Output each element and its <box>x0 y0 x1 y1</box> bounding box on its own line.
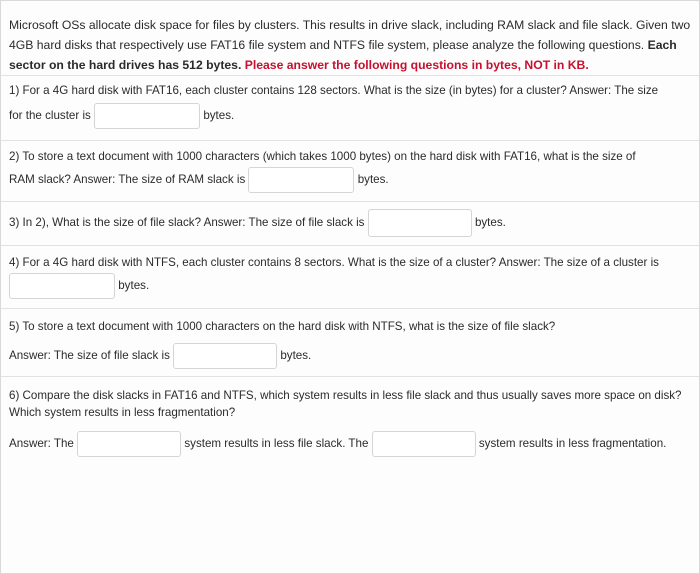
question-6-text-line-2: Which system results in less fragmentation? <box>9 406 236 419</box>
divider <box>1 376 699 377</box>
divider <box>1 245 699 246</box>
question-2-text: 2) To store a text document with 1000 characters (which takes 1000 bytes) on the hard disk with FAT16, what is the size of <box>9 150 636 163</box>
question-2-prefix: RAM slack? Answer: The size of RAM slack is <box>9 173 246 186</box>
question-6-answer-row <box>9 431 666 457</box>
intro-red-note: Please answer the following questions in bytes, NOT in KB. <box>244 58 589 72</box>
question-5-prefix: Answer: The size of file slack is <box>9 349 170 362</box>
question-3-answer-input[interactable] <box>368 209 472 237</box>
question-4-answer-input[interactable] <box>9 273 115 299</box>
question-4-text: 4) For a 4G hard disk with NTFS, each cluster contains 8 sectors. What is the size of a cluster? Answer: The size of a cluster is <box>9 256 659 269</box>
divider <box>1 75 699 76</box>
question-1-text: 1) For a 4G hard disk with FAT16, each cluster contains 128 sectors. What is the size (in bytes) for a cluster? Answer: The size <box>9 84 659 97</box>
question-1-prefix: for the cluster is <box>9 109 91 122</box>
question-5-answer-input[interactable] <box>173 343 277 369</box>
question-5-text: 5) To store a text document with 1000 characters on the hard disk with NTFS, what is the size of file slack? <box>9 320 556 333</box>
question-6-answer-input-a[interactable] <box>77 431 181 457</box>
question-6-text-line-1: 6) Compare the disk slacks in FAT16 and NTFS, which system results in less file slack and thus usually saves more space on disk? <box>9 389 682 402</box>
question-2-answer-input[interactable] <box>248 167 354 193</box>
question-2-suffix: bytes. <box>357 173 389 186</box>
intro-paragraph <box>9 15 693 75</box>
divider <box>1 308 699 309</box>
question-1-answer-input[interactable] <box>94 103 200 129</box>
question-1-suffix: bytes. <box>203 109 235 122</box>
question-5-suffix: bytes. <box>280 349 312 362</box>
question-6-answer-input-b[interactable] <box>372 431 476 457</box>
question-3-answer-row <box>9 209 506 237</box>
question-3-suffix: bytes. <box>474 216 506 229</box>
divider <box>1 201 699 202</box>
question-2-answer-row <box>9 167 389 193</box>
question-1-answer-row <box>9 103 234 129</box>
divider <box>1 140 699 141</box>
question-4-answer-row <box>9 273 149 299</box>
question-4-suffix: bytes. <box>118 279 150 292</box>
question-3-prefix: 3) In 2), What is the size of file slack? Answer: The size of file slack is <box>9 216 365 229</box>
question-5-answer-row <box>9 343 311 369</box>
intro-text: Microsoft OSs allocate disk space for files by clusters. This results in drive slack, including RAM slack and file slack. Given two 4GB hard disks that respectively use FAT16 file system and NTFS file system, please analyze the following questions. <box>9 18 691 52</box>
question-6-suffix: system results in less fragmentation. <box>478 437 667 450</box>
question-6-middle: system results in less file slack. The <box>184 437 369 450</box>
question-6-prefix: Answer: The <box>9 437 74 450</box>
intro-bold-note: Each sector on the hard drives has 512 bytes. <box>9 38 677 72</box>
